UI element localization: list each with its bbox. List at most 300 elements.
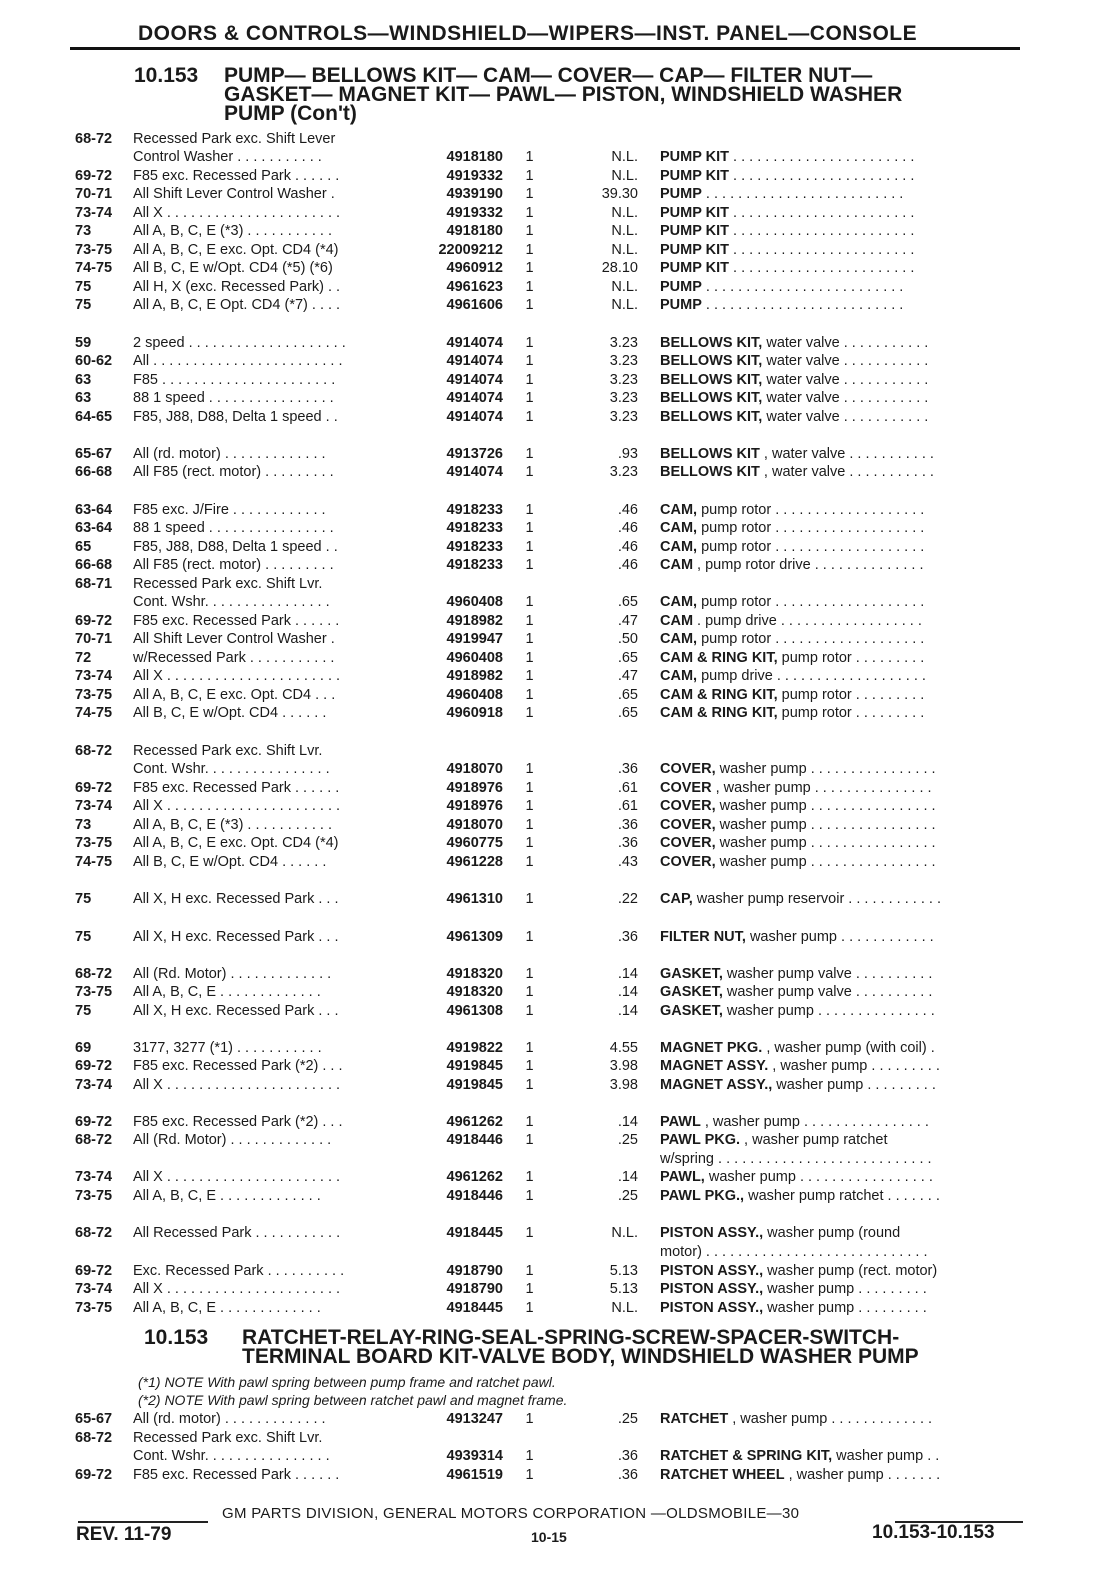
table-row — [0, 1114, 1096, 1133]
model-years: 73-75 — [75, 835, 113, 851]
part-name-detail: washer pump . . . . . . . . . . . . . . . . — [715, 854, 936, 870]
table-row — [0, 279, 1096, 298]
part-name-bold: CAM, — [660, 502, 698, 518]
table-row — [0, 1430, 1096, 1449]
part-number: 4918070 — [446, 761, 503, 777]
model-years: 68-72 — [75, 1225, 113, 1241]
part-number: 4919332 — [446, 168, 503, 184]
part-number: 4960408 — [446, 650, 503, 666]
part-name-detail: w/spring . . . . . . . . . . . . . . . . . . . . . . . . . . . — [660, 1151, 932, 1167]
part-name — [660, 502, 1022, 518]
quantity: 1 — [525, 594, 534, 610]
model-years: 73-74 — [75, 1281, 113, 1297]
price: 4.55 — [609, 1040, 638, 1056]
part-name-bold: CAM & RING KIT, — [660, 650, 778, 666]
part-name-detail: , washer pump . . . . . . . . . — [768, 1058, 940, 1074]
price: N.L. — [611, 168, 638, 184]
part-number: 4918446 — [446, 1132, 503, 1148]
application: 2 speed . . . . . . . . . . . . . . . . . . . . — [133, 335, 346, 351]
quantity: 1 — [525, 1132, 534, 1148]
table-row — [0, 223, 1096, 242]
part-name — [660, 891, 1022, 907]
model-years: 63 — [75, 390, 92, 406]
part-name-detail: . . . . . . . . . . . . . . . . . . . . . . . — [729, 242, 915, 258]
model-years: 73 — [75, 223, 92, 239]
quantity: 1 — [525, 761, 534, 777]
application: F85 . . . . . . . . . . . . . . . . . . . . . . — [133, 372, 336, 388]
table-row — [0, 1040, 1096, 1059]
application: All B, C, E w/Opt. CD4 . . . . . . — [133, 705, 327, 721]
application: All X . . . . . . . . . . . . . . . . . . . . . . — [133, 668, 341, 684]
part-name-bold: PUMP KIT — [660, 205, 730, 221]
part-number: 4960408 — [446, 687, 503, 703]
application: F85 exc. Recessed Park . . . . . . — [133, 168, 340, 184]
application: Recessed Park exc. Shift Lvr. — [133, 576, 323, 592]
section-range: 10.153-10.153 — [872, 1522, 995, 1543]
part-name-detail: pump drive . . . . . . . . . . . . . . . . . . . — [697, 668, 926, 684]
table-row — [0, 798, 1096, 817]
model-years: 69-72 — [75, 613, 113, 629]
model-years: 75 — [75, 297, 92, 313]
application: F85 exc. J/Fire . . . . . . . . . . . . — [133, 502, 326, 518]
price: .43 — [617, 854, 638, 870]
part-number: 4914074 — [446, 409, 503, 425]
price: .25 — [617, 1132, 638, 1148]
part-name — [660, 798, 1022, 814]
part-name — [660, 372, 1022, 388]
model-years: 73-74 — [75, 1169, 113, 1185]
table-row — [0, 242, 1096, 261]
table-row — [0, 650, 1096, 669]
part-number: 4918233 — [446, 502, 503, 518]
model-years: 60-62 — [75, 353, 113, 369]
part-name — [660, 353, 1022, 369]
part-name-detail: washer pump . . . . . . . . . . . . — [745, 929, 934, 945]
application: All A, B, C, E exc. Opt. CD4 (*4) — [133, 242, 339, 258]
footer-text: GM PARTS DIVISION, GENERAL MOTORS CORPORATION —OLDSMOBILE—30 — [222, 1505, 800, 1522]
application: 3177, 3277 (*1) . . . . . . . . . . . — [133, 1040, 322, 1056]
model-years: 68-71 — [75, 576, 113, 592]
quantity: 1 — [525, 1467, 534, 1483]
part-name-bold: BELLOWS KIT, — [660, 335, 763, 351]
part-name-bold: CAM — [660, 613, 694, 629]
part-name-detail: washer pump (rect. motor) — [763, 1263, 938, 1279]
part-number: 4918320 — [446, 966, 503, 982]
application: w/Recessed Park . . . . . . . . . . . — [133, 650, 335, 666]
table-row — [0, 780, 1096, 799]
application: All X, H exc. Recessed Park . . . — [133, 929, 339, 945]
quantity: 1 — [525, 464, 534, 480]
quantity: 1 — [525, 650, 534, 666]
table-row — [0, 464, 1096, 483]
quantity: 1 — [525, 279, 534, 295]
part-name — [660, 1448, 1022, 1464]
table-row — [0, 743, 1096, 762]
part-name-bold: PISTON ASSY., — [660, 1281, 764, 1297]
quantity: 1 — [525, 891, 534, 907]
part-name — [660, 390, 1022, 406]
quantity: 1 — [525, 1040, 534, 1056]
model-years: 68-72 — [75, 966, 113, 982]
part-number: 4961308 — [446, 1003, 503, 1019]
price: N.L. — [611, 242, 638, 258]
part-name-detail: water valve . . . . . . . . . . . — [762, 390, 929, 406]
model-years: 69-72 — [75, 1467, 113, 1483]
model-years: 73-74 — [75, 1077, 113, 1093]
table-row — [0, 390, 1096, 409]
part-name-detail: washer pump . . . . . . . . . — [763, 1281, 927, 1297]
table-row — [0, 929, 1096, 948]
model-years: 66-68 — [75, 557, 113, 573]
application: F85 exc. Recessed Park (*2) . . . — [133, 1114, 343, 1130]
part-name — [660, 1169, 1022, 1185]
part-name-bold: PUMP KIT — [660, 260, 730, 276]
quantity: 1 — [525, 929, 534, 945]
part-number: 4914074 — [446, 464, 503, 480]
part-name-bold: PUMP KIT — [660, 168, 730, 184]
part-name — [660, 687, 1022, 703]
part-name-detail: pump rotor . . . . . . . . . — [777, 650, 925, 666]
part-name-bold: GASKET, — [660, 984, 723, 1000]
application: All A, B, C, E (*3) . . . . . . . . . . . — [133, 223, 333, 239]
part-name-bold: GASKET, — [660, 1003, 723, 1019]
price: .14 — [617, 1114, 638, 1130]
quantity: 1 — [525, 149, 534, 165]
part-name — [660, 1411, 1022, 1427]
part-name-detail: washer pump . . . . . . . . . . . . . . . . — [715, 798, 936, 814]
price: .65 — [617, 594, 638, 610]
part-name — [660, 520, 1022, 536]
table-row — [0, 353, 1096, 372]
part-name — [660, 1151, 1022, 1167]
part-name-detail: water valve . . . . . . . . . . . — [762, 409, 929, 425]
price: 5.13 — [609, 1281, 638, 1297]
application: All A, B, C, E . . . . . . . . . . . . . — [133, 984, 321, 1000]
part-name-detail: , washer pump . . . . . . . . . . . . . . . — [711, 780, 932, 796]
price: .36 — [617, 817, 638, 833]
part-name-detail: , washer pump . . . . . . . — [784, 1467, 941, 1483]
part-number: 4918790 — [446, 1263, 503, 1279]
application: All A, B, C, E (*3) . . . . . . . . . . . — [133, 817, 333, 833]
table-row — [0, 1467, 1096, 1486]
quantity: 1 — [525, 705, 534, 721]
part-name-bold: COVER, — [660, 817, 716, 833]
part-name — [660, 223, 1022, 239]
section-heading: RATCHET-RELAY-RING-SEAL-SPRING-SCREW-SPACER-SWITCH- TERMINAL BOARD KIT-VALVE BODY, WINDSHIELD WASHER PUMP — [242, 1326, 919, 1368]
price: N.L. — [611, 1300, 638, 1316]
quantity: 1 — [525, 297, 534, 313]
part-name — [660, 929, 1022, 945]
price: 3.23 — [609, 409, 638, 425]
part-number: 4918233 — [446, 539, 503, 555]
model-years: 75 — [75, 891, 92, 907]
part-number: 4961310 — [446, 891, 503, 907]
part-name-bold: COVER, — [660, 854, 716, 870]
model-years: 73-74 — [75, 205, 113, 221]
table-row — [0, 372, 1096, 391]
part-name-detail: pump rotor . . . . . . . . . — [777, 705, 925, 721]
part-name-detail: . . . . . . . . . . . . . . . . . . . . . . . — [729, 223, 915, 239]
quantity: 1 — [525, 798, 534, 814]
part-number: 4939314 — [446, 1448, 503, 1464]
part-name — [660, 1040, 1022, 1056]
part-name — [660, 1467, 1022, 1483]
part-name — [660, 966, 1022, 982]
part-name-bold: PUMP KIT — [660, 242, 730, 258]
part-name-detail: . . . . . . . . . . . . . . . . . . . . . . . — [729, 260, 915, 276]
part-number: 4919822 — [446, 1040, 503, 1056]
quantity: 1 — [525, 446, 534, 462]
part-name-bold: RATCHET WHEEL — [660, 1467, 785, 1483]
part-name-bold: PAWL, — [660, 1169, 705, 1185]
part-name-bold: BELLOWS KIT — [660, 446, 760, 462]
table-row — [0, 1300, 1096, 1319]
part-name-bold: COVER, — [660, 835, 716, 851]
part-name — [660, 186, 1022, 202]
part-name — [660, 205, 1022, 221]
part-name-detail: pump rotor . . . . . . . . . . . . . . . . . . . — [697, 502, 925, 518]
part-name — [660, 1263, 1022, 1279]
application: All A, B, C, E . . . . . . . . . . . . . — [133, 1188, 321, 1204]
table-row — [0, 1077, 1096, 1096]
quantity: 1 — [525, 854, 534, 870]
application: Recessed Park exc. Shift Lever — [133, 131, 336, 147]
part-number: 4961606 — [446, 297, 503, 313]
application: Cont. Wshr. . . . . . . . . . . . . . . . — [133, 594, 330, 610]
part-number: 4961228 — [446, 854, 503, 870]
quantity: 1 — [525, 1300, 534, 1316]
table-row — [0, 520, 1096, 539]
part-name-bold: MAGNET ASSY. — [660, 1058, 769, 1074]
price: N.L. — [611, 279, 638, 295]
part-name-detail: pump rotor . . . . . . . . . . . . . . . . . . . — [697, 539, 925, 555]
part-name-detail: water valve . . . . . . . . . . . — [762, 372, 929, 388]
part-number: 4961623 — [446, 279, 503, 295]
application: Exc. Recessed Park . . . . . . . . . . — [133, 1263, 345, 1279]
part-number: 4918180 — [446, 149, 503, 165]
application: F85 exc. Recessed Park . . . . . . — [133, 780, 340, 796]
part-number: 4961262 — [446, 1114, 503, 1130]
application: All A, B, C, E exc. Opt. CD4 . . . — [133, 687, 336, 703]
part-name-bold: GASKET, — [660, 966, 723, 982]
quantity: 1 — [525, 668, 534, 684]
table-row — [0, 835, 1096, 854]
model-years: 70-71 — [75, 631, 113, 647]
part-name — [660, 1281, 1022, 1297]
quantity: 1 — [525, 780, 534, 796]
part-name-detail: , washer pump . . . . . . . . . . . . . — [728, 1411, 933, 1427]
application: All B, C, E w/Opt. CD4 . . . . . . — [133, 854, 327, 870]
table-row — [0, 1132, 1096, 1151]
price: .46 — [617, 502, 638, 518]
model-years: 73-75 — [75, 984, 113, 1000]
part-name-detail: , washer pump . . . . . . . . . . . . . . . . — [700, 1114, 929, 1130]
part-name — [660, 1188, 1022, 1204]
model-years: 74-75 — [75, 854, 113, 870]
application: F85 exc. Recessed Park (*2) . . . — [133, 1058, 343, 1074]
table-row — [0, 1169, 1096, 1188]
price: .93 — [617, 446, 638, 462]
price: 3.23 — [609, 372, 638, 388]
quantity: 1 — [525, 242, 534, 258]
application: F85, J88, D88, Delta 1 speed . . — [133, 539, 338, 555]
part-number: 4919947 — [446, 631, 503, 647]
part-name-detail: . . . . . . . . . . . . . . . . . . . . . . . — [729, 168, 915, 184]
price: .25 — [617, 1188, 638, 1204]
quantity: 1 — [525, 520, 534, 536]
price: .36 — [617, 761, 638, 777]
part-name — [660, 1058, 1022, 1074]
part-name-detail: . pump drive . . . . . . . . . . . . . . . . . . — [693, 613, 922, 629]
part-name-bold: RATCHET & SPRING KIT, — [660, 1448, 833, 1464]
table-row — [0, 631, 1096, 650]
part-name-detail: washer pump . . . . . . . . . . . . . . . . — [715, 761, 936, 777]
quantity: 1 — [525, 372, 534, 388]
table-row — [0, 891, 1096, 910]
model-years: 68-72 — [75, 1430, 113, 1446]
application: F85 exc. Recessed Park . . . . . . — [133, 613, 340, 629]
price: N.L. — [611, 297, 638, 313]
part-name-bold: PAWL — [660, 1114, 701, 1130]
price: 3.23 — [609, 464, 638, 480]
part-name-bold: CAP, — [660, 891, 693, 907]
table-row — [0, 1263, 1096, 1282]
table-row — [0, 761, 1096, 780]
part-number: 4913726 — [446, 446, 503, 462]
part-number: 4914074 — [446, 353, 503, 369]
quantity: 1 — [525, 687, 534, 703]
application: All X, H exc. Recessed Park . . . — [133, 1003, 339, 1019]
part-number: 4939190 — [446, 186, 503, 202]
model-years: 75 — [75, 279, 92, 295]
part-name-detail: . . . . . . . . . . . . . . . . . . . . . . . — [729, 149, 915, 165]
table-row — [0, 446, 1096, 465]
price: .14 — [617, 1169, 638, 1185]
application: All A, B, C, E exc. Opt. CD4 (*4) — [133, 835, 339, 851]
model-years: 69-72 — [75, 1058, 113, 1074]
part-name — [660, 149, 1022, 165]
part-name-detail: motor) . . . . . . . . . . . . . . . . . . . . . . . . . . . . — [660, 1244, 928, 1260]
part-name-bold: PUMP — [660, 279, 702, 295]
price: .25 — [617, 1411, 638, 1427]
table-row — [0, 1058, 1096, 1077]
part-name — [660, 168, 1022, 184]
page-header: DOORS & CONTROLS—WINDSHIELD—WIPERS—INST. PANEL—CONSOLE — [138, 22, 918, 45]
model-years: 69-72 — [75, 168, 113, 184]
application: 88 1 speed . . . . . . . . . . . . . . . . — [133, 520, 334, 536]
table-row — [0, 1411, 1096, 1430]
price: .65 — [617, 687, 638, 703]
part-name-bold: PUMP — [660, 186, 702, 202]
part-name-detail: . . . . . . . . . . . . . . . . . . . . . . . — [729, 205, 915, 221]
price: .47 — [617, 668, 638, 684]
part-name-bold: CAM, — [660, 520, 698, 536]
part-number: 4918233 — [446, 520, 503, 536]
part-name-detail: washer pump . . . . . . . . . . . . . . . . — [715, 817, 936, 833]
model-years: 63-64 — [75, 520, 113, 536]
part-name — [660, 705, 1022, 721]
quantity: 1 — [525, 984, 534, 1000]
application: All A, B, C, E Opt. CD4 (*7) . . . . — [133, 297, 341, 313]
table-row — [0, 854, 1096, 873]
application: All (Rd. Motor) . . . . . . . . . . . . . — [133, 966, 332, 982]
model-years: 68-72 — [75, 743, 113, 759]
price: 3.23 — [609, 353, 638, 369]
table-row — [0, 687, 1096, 706]
quantity: 1 — [525, 390, 534, 406]
model-years: 63-64 — [75, 502, 113, 518]
part-name-bold: PISTON ASSY., — [660, 1300, 764, 1316]
quantity: 1 — [525, 353, 534, 369]
table-row — [0, 1225, 1096, 1244]
part-name-bold: COVER — [660, 780, 712, 796]
price: 28.10 — [601, 260, 638, 276]
part-name-detail: water valve . . . . . . . . . . . — [762, 335, 929, 351]
part-name — [660, 557, 1022, 573]
part-name-detail: , water valve . . . . . . . . . . . — [759, 446, 934, 462]
part-number: 4961309 — [446, 929, 503, 945]
part-name-bold: PAWL PKG., — [660, 1188, 745, 1204]
table-row — [0, 668, 1096, 687]
part-name-bold: BELLOWS KIT — [660, 464, 760, 480]
quantity: 1 — [525, 1114, 534, 1130]
quantity: 1 — [525, 613, 534, 629]
price: N.L. — [611, 223, 638, 239]
part-name — [660, 409, 1022, 425]
part-name-detail: washer pump valve . . . . . . . . . . — [722, 966, 933, 982]
part-name — [660, 761, 1022, 777]
quantity: 1 — [525, 835, 534, 851]
part-name — [660, 631, 1022, 647]
revision-label: REV. 11-79 — [76, 1524, 172, 1545]
application: All F85 (rect. motor) . . . . . . . . . — [133, 557, 334, 573]
part-number: 4960912 — [446, 260, 503, 276]
note-2: (*2) NOTE With pawl spring between ratchet pawl and magnet frame. — [138, 1392, 568, 1408]
application: F85, J88, D88, Delta 1 speed . . — [133, 409, 338, 425]
table-row — [0, 1003, 1096, 1022]
price: .65 — [617, 705, 638, 721]
price: N.L. — [611, 1225, 638, 1241]
application: 88 1 speed . . . . . . . . . . . . . . . . — [133, 390, 334, 406]
part-name — [660, 1132, 1022, 1148]
model-years: 65-67 — [75, 446, 113, 462]
application: All X . . . . . . . . . . . . . . . . . . . . . . — [133, 798, 341, 814]
part-name-detail: washer pump . . . . . . . . . — [772, 1077, 936, 1093]
model-years: 68-72 — [75, 131, 113, 147]
table-row — [0, 1281, 1096, 1300]
part-number: 4919845 — [446, 1077, 503, 1093]
model-years: 65-67 — [75, 1411, 113, 1427]
part-number: 4914074 — [446, 372, 503, 388]
quantity: 1 — [525, 1003, 534, 1019]
part-number: 4918976 — [446, 798, 503, 814]
application: All X . . . . . . . . . . . . . . . . . . . . . . — [133, 1281, 341, 1297]
model-years: 63 — [75, 372, 92, 388]
part-name — [660, 1114, 1022, 1130]
part-name — [660, 984, 1022, 1000]
quantity: 1 — [525, 1411, 534, 1427]
model-years: 66-68 — [75, 464, 113, 480]
table-row — [0, 1188, 1096, 1207]
part-name-detail: washer pump . . . . . . . . . — [763, 1300, 927, 1316]
application: All F85 (rect. motor) . . . . . . . . . — [133, 464, 334, 480]
part-number: 4918445 — [446, 1300, 503, 1316]
part-name-detail: , pump rotor drive . . . . . . . . . . . . . . — [693, 557, 924, 573]
table-row — [0, 1448, 1096, 1467]
part-name-bold: PUMP — [660, 297, 702, 313]
application: All A, B, C, E . . . . . . . . . . . . . — [133, 1300, 321, 1316]
part-name-bold: PUMP KIT — [660, 223, 730, 239]
